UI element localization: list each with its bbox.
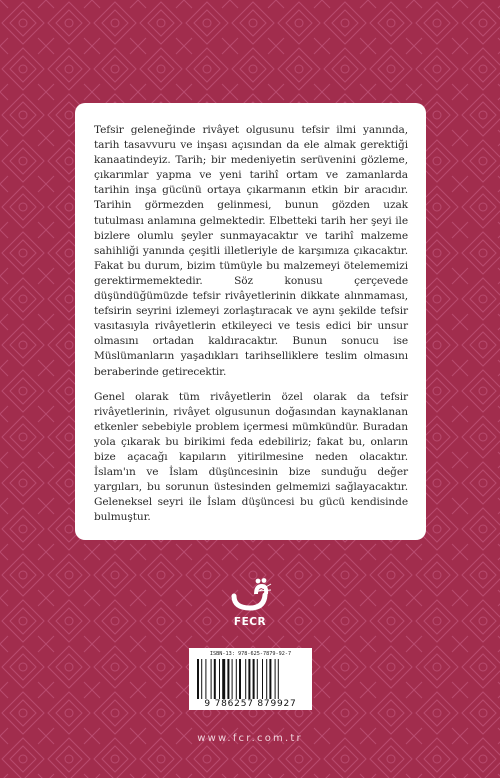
barcode-stripe: [222, 659, 225, 699]
publisher-website: www.fcr.com.tr: [197, 733, 303, 744]
blurb-panel: [75, 103, 426, 540]
barcode-stripe: [253, 659, 255, 699]
barcode: [189, 648, 312, 710]
publisher-logo: [227, 578, 273, 630]
barcode-stripe: [227, 659, 229, 699]
barcode-stripe: [278, 659, 279, 699]
barcode-stripe: [257, 659, 258, 699]
barcode-stripe: [275, 659, 276, 699]
blurb-paragraph-2: Genel olarak tüm rivâyetlerin özel olarak da tefsir rivâyetlerinin, rivâyet olgusunun doğasından kaynaklanan etkenler sebebiyle problem içermesi mümkündür. Buradan yola çıkarak bu birikimi feda edebiliriz; fakat bu, onların bize açacağı kapıların yitirilmesine neden olacaktır. İslam'ın ve İslam düşüncesinin bize sunduğu değer yargıları, bu sorunun üstesinden gelmemizi sağlayacaktır. Geleneksel seyri ile İslam düşüncesi bu gücü kendisinde bulmuştur.: [94, 390, 408, 524]
isbn-label: ISBN-13: 978-625-7879-92-7: [209, 651, 292, 657]
publisher-name: FECR: [233, 616, 267, 628]
blurb-paragraph-1: Tefsir geleneğinde rivâyet olgusunu tefsir ilmi yanında, tarih tasavvuru ve inşası açısından da ele almak gerektiği kanaatindeyiz. Tarih; bir medeniyetin serüvenini gözleme, çıkarımlar yapma ve yeni tarihî ortam ve zamanlarda tarihin inşa gücünü ortaya çıkarmanın etkin bir aracıdır. Tarihin görmezden gelinmesi, bunun gözden uzak tutulması anlamına gelmektedir. Elbetteki tarih her şeyi ile bizlere olumlu şeyler sunmayacaktır ve tarihî malzeme sahihliği yanında çeşitli illetleriyle de karşımıza çıkacaktır. Fakat bu durum, bizim tümüyle bu malzemeyi ötelememizi gerektirmemektedir. Söz konusu çerçevede düşündüğümüzde tefsir rivâyetlerinin dikkate alınmaması, tefsirin seyrini izlemeyi zorlaştıracak ve aynı şekilde tefsir vasıtasıyla rivâyetlerin etkileyeci ve tesis edici bir unsur olmasını ortadan kaldıracaktır. Bunun sonucu ise Müslümanların yaşadıkları tarihselliklere teslim olmasını beraberinde getirecektir.: [94, 124, 408, 378]
barcode-stripe: [219, 659, 220, 699]
barcode-stripe: [245, 659, 246, 699]
barcode-stripe: [211, 659, 212, 699]
barcode-stripe: [205, 659, 206, 699]
barcode-stripe: [239, 659, 241, 699]
fecr-logo-icon: [227, 578, 273, 616]
barcode-stripe: [262, 659, 263, 699]
barcode-stripe: [248, 659, 250, 699]
barcode-stripe: [232, 659, 233, 699]
barcode-stripe: [201, 659, 202, 699]
barcode-stripe: [236, 659, 237, 699]
barcode-stripe: [266, 659, 267, 699]
barcode-stripe: [197, 659, 199, 699]
barcode-stripe: [214, 659, 216, 699]
barcode-stripe: [269, 659, 271, 699]
barcode-bars: [197, 659, 304, 699]
barcode-number: 9 786257 879927: [204, 699, 297, 709]
